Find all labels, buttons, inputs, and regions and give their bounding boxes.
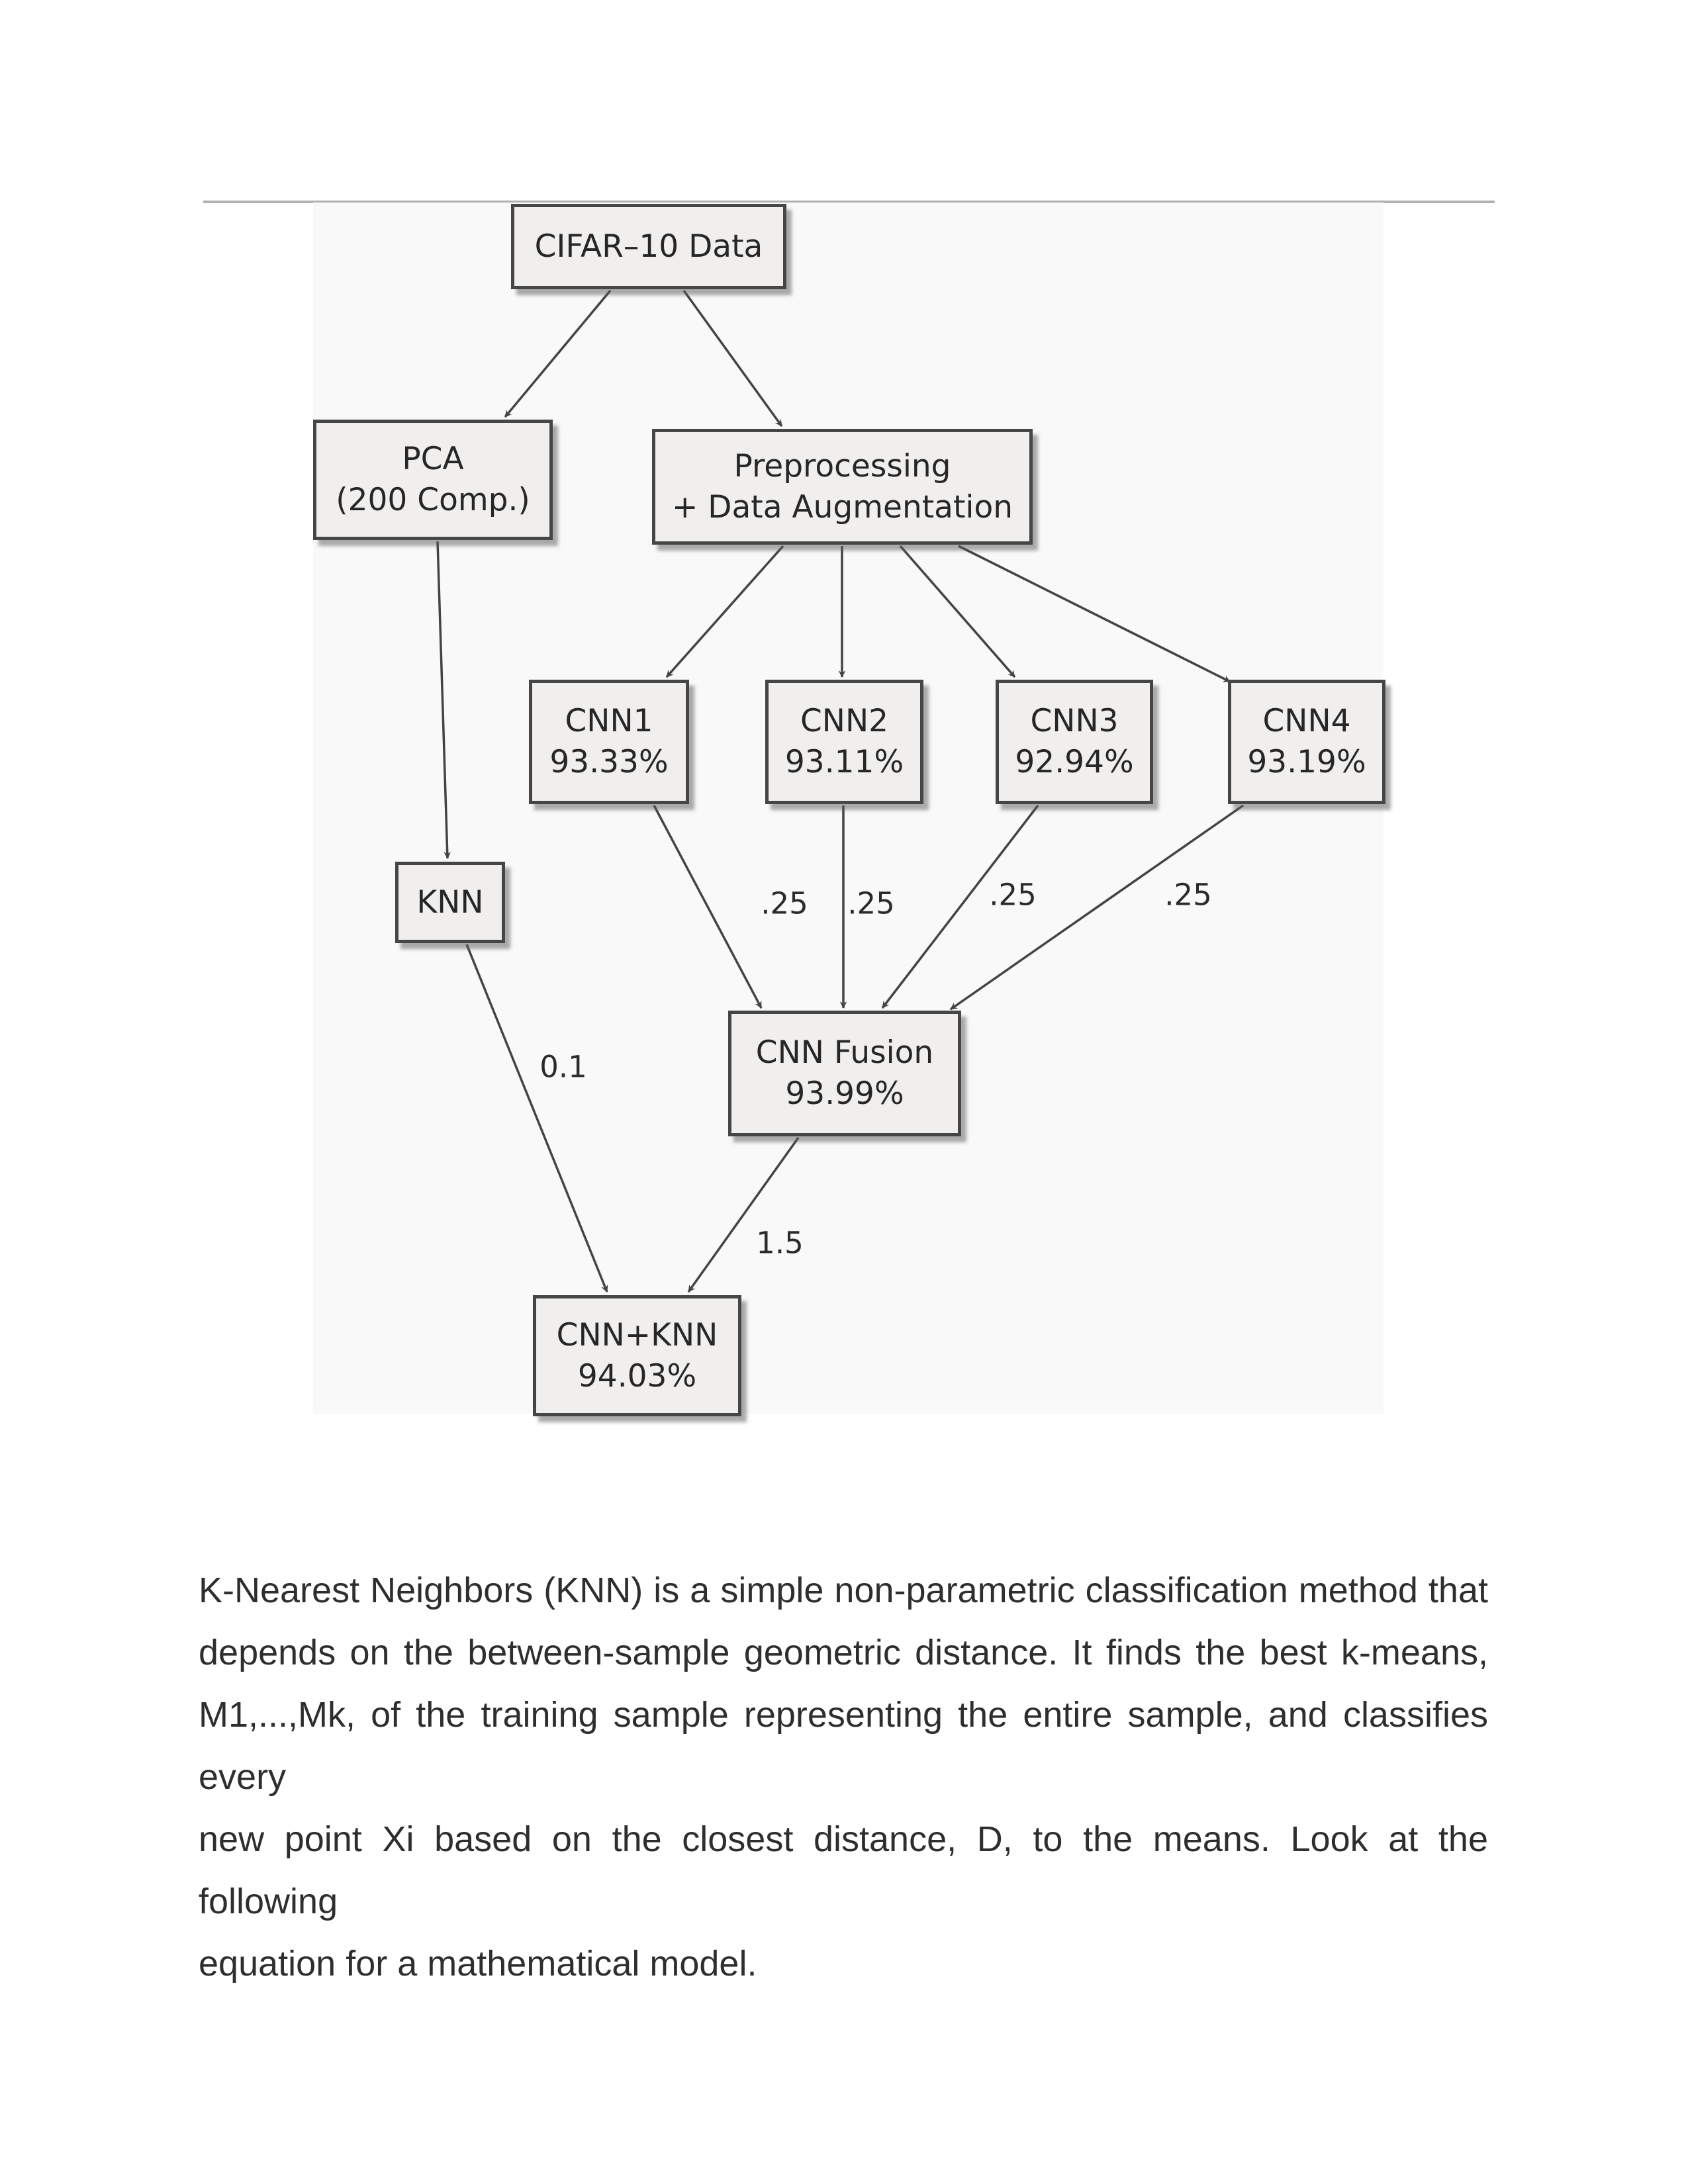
node-preprocessing xyxy=(652,429,1033,545)
edge-weight-cnn1: .25 xyxy=(761,886,808,921)
edge-weight-fusion: 1.5 xyxy=(756,1225,804,1261)
node-label: KNN xyxy=(416,884,484,921)
node-accuracy: 93.99% xyxy=(785,1075,904,1112)
node-label: CNN1 xyxy=(565,703,653,739)
node-label: PCA xyxy=(402,441,464,477)
paragraph-line: depends on the between-sample geometric distance. It finds the best k-means, xyxy=(199,1633,1488,1672)
node-accuracy: 92.94% xyxy=(1015,744,1134,780)
edge-cifar-pca xyxy=(505,291,610,417)
node-label: CNN+KNN xyxy=(556,1316,718,1353)
edge-weight-knn: 0.1 xyxy=(539,1049,587,1085)
node-cifar10-data xyxy=(511,204,786,289)
edge-cifar-preprocessing xyxy=(684,291,782,426)
paragraph-line: equation for a mathematical model. xyxy=(199,1944,757,1983)
paragraph-line: M1,...,Mk, of the training sample representing the entire sample, and classifies every xyxy=(199,1695,1488,1797)
node-cnn2 xyxy=(765,680,923,804)
node-cnn-fusion xyxy=(728,1011,961,1136)
node-label: CIFAR–10 Data xyxy=(534,228,763,265)
node-label: CNN4 xyxy=(1262,703,1351,739)
node-label: Preprocessing xyxy=(733,447,951,484)
paragraph-line: new point Xi based on the closest distance, D, to the means. Look at the following xyxy=(199,1819,1488,1921)
edge-preprocessing-cnn4 xyxy=(959,546,1230,682)
node-accuracy: 94.03% xyxy=(577,1357,697,1394)
edge-knn-cnnknn xyxy=(467,944,607,1292)
node-cnn-plus-knn xyxy=(533,1295,741,1416)
paragraph xyxy=(199,1559,1488,1995)
paragraph-line: K-Nearest Neighbors (KNN) is a simple non-parametric classification method that xyxy=(199,1570,1488,1610)
node-pca xyxy=(313,420,553,540)
node-accuracy: 93.33% xyxy=(549,744,669,780)
edge-weight-cnn4: .25 xyxy=(1164,877,1212,913)
edge-cnn1-fusion xyxy=(654,805,761,1008)
edge-weight-cnn3: .25 xyxy=(989,877,1037,913)
node-sublabel: + Data Augmentation xyxy=(671,488,1013,525)
node-cnn1 xyxy=(529,680,689,804)
edge-pca-knn xyxy=(438,541,447,858)
edge-fusion-cnnknn xyxy=(688,1138,798,1292)
node-cnn4 xyxy=(1228,680,1385,804)
node-label: CNN3 xyxy=(1030,703,1119,739)
edge-preprocessing-cnn1 xyxy=(667,546,783,677)
node-knn xyxy=(395,862,505,943)
node-cnn3 xyxy=(996,680,1153,804)
node-label: CNN2 xyxy=(800,703,889,739)
edge-weight-cnn2: .25 xyxy=(847,886,895,921)
node-label: CNN Fusion xyxy=(755,1034,934,1071)
node-accuracy: 93.11% xyxy=(784,744,904,780)
node-sublabel: (200 Comp.) xyxy=(336,482,530,518)
node-accuracy: 93.19% xyxy=(1247,744,1366,780)
